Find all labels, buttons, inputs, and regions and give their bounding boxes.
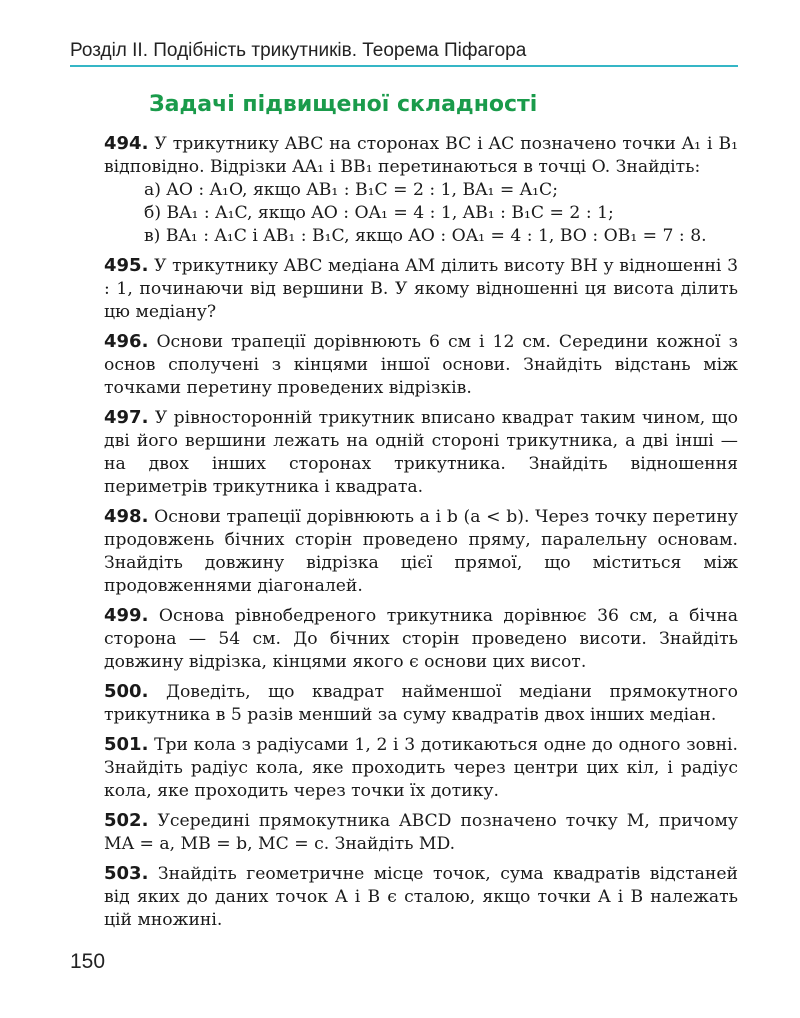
problem-number: 501. bbox=[104, 734, 149, 755]
problem-number: 502. bbox=[104, 810, 149, 831]
problem-number: 498. bbox=[104, 506, 149, 527]
problem-494 bbox=[104, 132, 738, 248]
problem-text: Основи трапеції дорівнюють 6 см і 12 см. Середини кожної з основ сполучені з кінцями іншої основи. Знайдіть відстань між точками перетину проведених відрізків. bbox=[104, 332, 738, 398]
subitem-list bbox=[104, 179, 738, 248]
problem-number: 495. bbox=[104, 255, 149, 276]
problem-text: У рівносторонній трикутник вписано квадрат таким чином, що дві його вершини лежать на одній стороні трикутника, а дві інші — на двох інших сторонах трикутника. Знайдіть відношення периметрів трикутника і квадрата. bbox=[104, 408, 738, 497]
problem-text: Доведіть, що квадрат найменшої медіани прямокутного трикутника в 5 разів менший за суму квадратів двох інших медіан. bbox=[104, 682, 738, 725]
problem-500 bbox=[104, 680, 738, 727]
problem-text: Знайдіть геометричне місце точок, сума квадратів відстаней від яких до даних точок A і B є сталою, якщо точки A і B належать цій множині. bbox=[104, 864, 738, 930]
problem-498 bbox=[104, 505, 738, 598]
problem-502 bbox=[104, 809, 738, 856]
problem-text: Три кола з радіусами 1, 2 і 3 дотикаються одне до одного зовні. Знайдіть радіус кола, яке проходить через центри цих кіл, і радіус кола, яке проходить через точки їх дотику. bbox=[104, 735, 739, 801]
problem-499 bbox=[104, 604, 738, 674]
problem-text: Основи трапеції дорівнюють a і b (a < b). Через точку перетину продовжень бічних сторін проведено пряму, паралельну основам. Знайдіть довжину відрізка цієї прямої, що міститься між продовженнями діагоналей. bbox=[104, 507, 738, 596]
problem-text: Основа рівнобедреного трикутника дорівнює 36 см, а бічна сторона — 54 см. До бічних сторін проведено висоти. Знайдіть довжину відрізка, кінцями якого є основи цих висот. bbox=[104, 606, 738, 672]
problem-number: 497. bbox=[104, 407, 149, 428]
running-title: Розділ II. Подібність трикутників. Теорема Піфагора bbox=[70, 40, 527, 61]
problem-495 bbox=[104, 254, 738, 324]
problem-text: У трикутнику ABC медіана AM ділить висоту BH у відношенні 3 : 1, починаючи від вершини B. У якому відношенні ця висота ділить цю медіану? bbox=[104, 256, 739, 322]
subitem-a: а) AO : A₁O, якщо AB₁ : B₁C = 2 : 1, BA₁ = A₁C; bbox=[144, 180, 558, 200]
problem-501 bbox=[104, 733, 738, 803]
problem-503 bbox=[104, 862, 738, 932]
problem-number: 496. bbox=[104, 331, 149, 352]
running-header bbox=[70, 40, 738, 66]
problem-text: У трикутнику ABC на сторонах BC і AC позначено точки A₁ і B₁ відповідно. Відрізки AA₁ і BB₁ перетинаються в точці O. Знайдіть: bbox=[104, 134, 738, 177]
problem-496 bbox=[104, 330, 738, 400]
section-title: Задачі підвищеної складності bbox=[149, 92, 538, 117]
problem-number: 494. bbox=[104, 133, 149, 154]
problem-text: Усередині прямокутника ABCD позначено точку M, причому MA = a, MB = b, MC = c. Знайдіть MD. bbox=[104, 811, 738, 854]
header-divider bbox=[70, 65, 738, 67]
problem-list bbox=[104, 132, 738, 938]
problem-number: 500. bbox=[104, 681, 149, 702]
problem-497 bbox=[104, 406, 738, 499]
problem-number: 503. bbox=[104, 863, 149, 884]
subitem-b: б) BA₁ : A₁C, якщо AO : OA₁ = 4 : 1, AB₁ : B₁C = 2 : 1; bbox=[144, 203, 614, 223]
problem-number: 499. bbox=[104, 605, 149, 626]
subitem-c: в) BA₁ : A₁C і AB₁ : B₁C, якщо AO : OA₁ = 4 : 1, BO : OB₁ = 7 : 8. bbox=[144, 226, 707, 246]
page-number: 150 bbox=[70, 950, 106, 973]
